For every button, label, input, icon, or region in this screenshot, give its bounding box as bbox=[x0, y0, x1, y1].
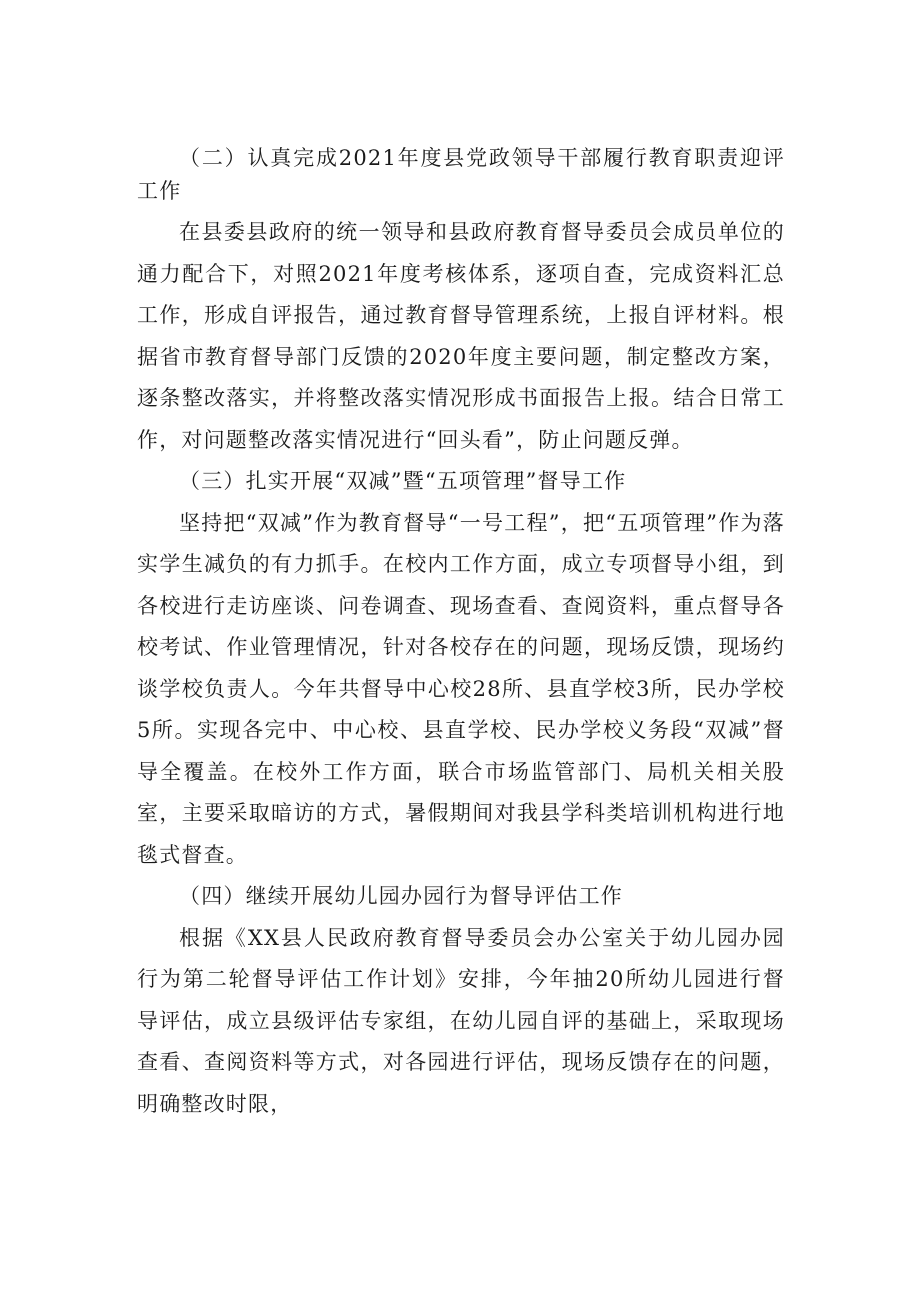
section-paragraph-4: 根据《XX县人民政府教育督导委员会办公室关于幼儿园办园行为第二轮督导评估工作计划》安排，今年抽20所幼儿园进行督导评估，成立县级评估专家组，在幼儿园自评的基础上，采取现场查看、查阅资料等方式，对各园进行评估，现场反馈存在的问题，明确整改时限， bbox=[137, 925, 785, 1116]
section-paragraph-2: 在县委县政府的统一领导和县政府教育督导委员会成员单位的通力配合下，对照2021年度考核体系，逐项自查，完成资料汇总工作，形成自评报告，通过教育督导管理系统，上报自评材料。根据省市教育督导部门反馈的2020年度主要问题，制定整改方案，逐条整改落实，并将整改落实情况形成书面报告上报。结合日常工作，对问题整改落实情况进行“回头看”，防止问题反弹。 bbox=[137, 220, 785, 452]
section-heading-2: （二）认真完成2021年度县党政领导干部履行教育职责迎评工作 bbox=[137, 146, 785, 203]
document-body bbox=[137, 142, 785, 1125]
section-heading-4: （四）继续开展幼儿园办园行为督导评估工作 bbox=[179, 884, 623, 908]
section-heading-3: （三）扎实开展“双减”暨“五项管理”督导工作 bbox=[179, 469, 627, 493]
section-paragraph-3: 坚持把“双减”作为教育督导“一号工程”，把“五项管理”作为落实学生减负的有力抓手。在校内工作方面，成立专项督导小组，到各校进行走访座谈、问卷调查、现场查看、查阅资料，重点督导各校考试、作业管理情况，针对各校存在的问题，现场反馈，现场约谈学校负责人。今年共督导中心校28所、县直学校3所，民办学校5所。实现各完中、中心校、县直学校、民办学校义务段“双减”督导全覆盖。在校外工作方面，联合市场监管部门、局机关相关股室，主要采取暗访的方式，暑假期间对我县学科类培训机构进行地毯式督查。 bbox=[137, 510, 785, 867]
